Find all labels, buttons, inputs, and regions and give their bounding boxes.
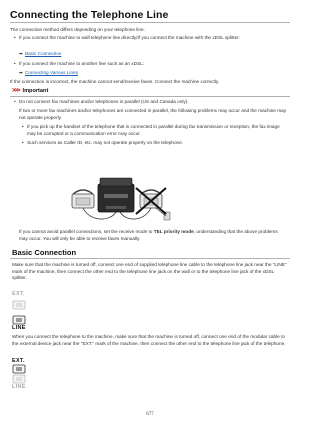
important-sub-bullet-2-text: Such services as Caller ID, etc. may not operate properly on the telephone.	[27, 140, 184, 145]
important-body: If two or more fax machines and/or telephones are connected in parallel, the following problems may occur and the machine may not operate properly.	[19, 108, 287, 120]
phone-jack-icon	[12, 374, 36, 384]
incorrect-connection-note: If the connection is incorrect, the machine cannot send/receive faxes. Connect the machine correctly.	[10, 79, 220, 84]
basic-paragraph-2: When you connect the telephone to the machine, make sure that the machine is turned off, connect one end of the modular cable to the external device jack near the "EXT." mark of the machine, then connect the other end to the telephone line jack of the telephone.	[12, 334, 286, 346]
intro-text: The connection method differs depending on your telephone line.	[10, 27, 145, 32]
link-row-basic	[19, 51, 61, 58]
important-sub-bullet-1: • If you pick up the handset of the telephone that is connected in parallel during fax transmission or reception, the fax image may be corrupted or a communication error may occur.	[22, 124, 280, 136]
port-label-icon-ext-highlight	[12, 358, 36, 390]
ext-label: EXT.	[12, 358, 25, 364]
telephone-icon	[72, 190, 94, 208]
page-title: Connecting the Telephone Line	[10, 9, 169, 21]
arrow-right-icon: ➡	[19, 70, 23, 75]
link-row-various	[19, 70, 78, 77]
telephone-icon	[140, 190, 162, 208]
important-bullet-text: Do not connect fax machines and/or telephones in parallel (US and Canada only).	[19, 99, 189, 104]
important-heading	[12, 88, 48, 94]
phone-jack-icon	[12, 300, 36, 310]
title-underline	[10, 22, 290, 23]
bullet-direct-text: If you connect the machine to wall telephone line directly/If you connect the machine with the xDSL splitter:	[19, 35, 241, 40]
important-bullet: • Do not connect fax machines and/or telephones in parallel (US and Canada only).	[14, 99, 189, 104]
link-basic-connection[interactable]: Basic Connection	[24, 51, 62, 56]
important-closing-mode: TEL priority mode	[153, 229, 194, 234]
important-chevron-icon: >>>	[12, 88, 20, 94]
section-rule	[10, 258, 290, 259]
line-label: LINE	[12, 384, 26, 390]
bullet-direct-connection: • If you connect the machine to wall telephone line directly/If you connect the machine with the xDSL splitter:	[14, 35, 241, 40]
phone-jack-icon	[12, 364, 36, 374]
basic-paragraph-1: Make sure that the machine is turned off, connect one end of supplied telephone line cable to the telephone line jack near the "LINE" mark of the machine, then connect the other end to the telephone line jack on the wall or to the telephone line jack of the xDSL splitter.	[12, 262, 287, 281]
page-number: 677	[146, 412, 154, 417]
link-connecting-various-lines[interactable]: Connecting Various Lines	[24, 70, 79, 75]
important-rule	[10, 96, 290, 97]
ext-label: EXT.	[12, 291, 25, 297]
important-sub-bullet-1-text: If you pick up the handset of the telephone that is connected in parallel during fax transmission or reception, the fax image may be corrupted or a communication error may occur.	[27, 124, 280, 136]
bullet-other-text: If you connect the machine to another line such as an xDSL:	[19, 61, 145, 66]
important-closing-pre: If you cannot avoid parallel connections, set the receive mode to	[19, 229, 154, 234]
important-label: Important	[22, 88, 49, 94]
line-label: LINE	[12, 325, 26, 331]
bullet-other-line: • If you connect the machine to another line such as an xDSL:	[14, 61, 145, 66]
printer-icon	[98, 178, 134, 212]
important-sub-bullet-2: • Such services as Caller ID, etc. may not operate properly on the telephone.	[22, 140, 184, 145]
important-closing-post: , understanding that the above problems may occur. You will only be able to receive faxes manually.	[19, 229, 278, 241]
important-closing	[19, 229, 287, 242]
arrow-right-icon: ➡	[19, 51, 23, 56]
section-title-basic-connection: Basic Connection	[12, 248, 77, 257]
parallel-connection-illustration	[70, 164, 176, 226]
port-label-icon-line-highlight	[12, 291, 36, 331]
phone-jack-icon	[12, 315, 36, 325]
